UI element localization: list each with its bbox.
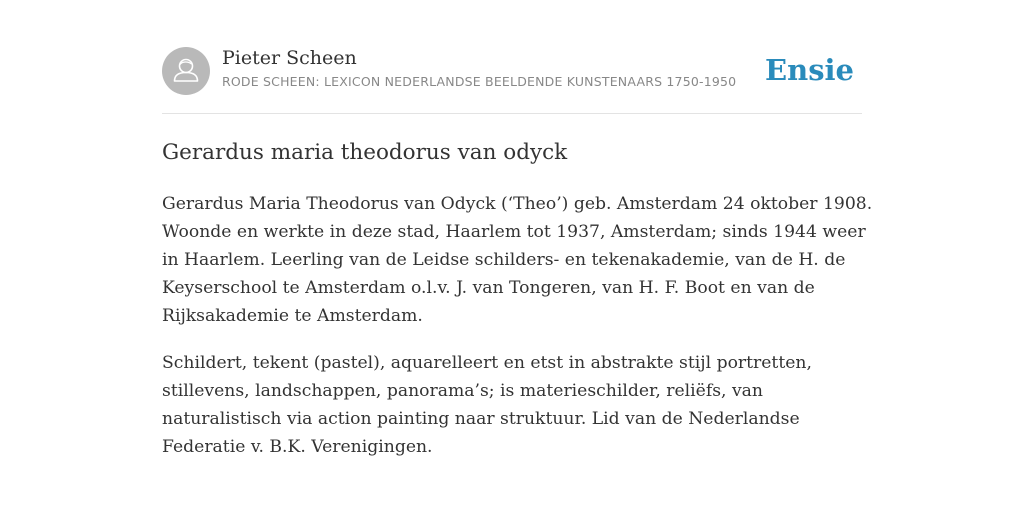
author-name[interactable]: Pieter Scheen [222,47,357,69]
source-title[interactable]: RODE SCHEEN: LEXICON NEDERLANDSE BEELDENDE KUNSTENAARS 1750-1950 [222,74,737,89]
text-line: Federatie v. B.K. Verenigingen. [162,437,433,457]
text-line: Gerardus Maria Theodorus van Odyck (‘Theo’) geb. Amsterdam 24 oktober 1908. [162,194,873,214]
text-line: Schildert, tekent (pastel), aquarelleert en etst in abstrakte stijl portretten, [162,353,812,373]
user-icon [162,47,210,95]
entry-body [162,190,873,461]
paragraph-2 [162,349,862,461]
text-line: stillevens, landschappen, panorama’s; is materieschilder, reliëfs, van [162,381,763,401]
entry-title: Gerardus maria theodorus van odyck [162,140,568,165]
author-avatar[interactable] [162,47,210,95]
paragraph-1 [162,190,873,330]
header-divider [162,113,862,114]
text-line: Keyserschool te Amsterdam o.l.v. J. van Tongeren, van H. F. Boot en van de [162,278,815,298]
ensie-logo[interactable]: Ensie [765,53,854,87]
text-line: Woonde en werkte in deze stad, Haarlem tot 1937, Amsterdam; sinds 1944 weer [162,222,866,242]
text-line: naturalistisch via action painting naar struktuur. Lid van de Nederlandse [162,409,800,429]
text-line: Rijksakademie te Amsterdam. [162,306,423,326]
entry-header [162,46,862,96]
text-line: in Haarlem. Leerling van de Leidse schilders- en tekenakademie, van de H. de [162,250,846,270]
